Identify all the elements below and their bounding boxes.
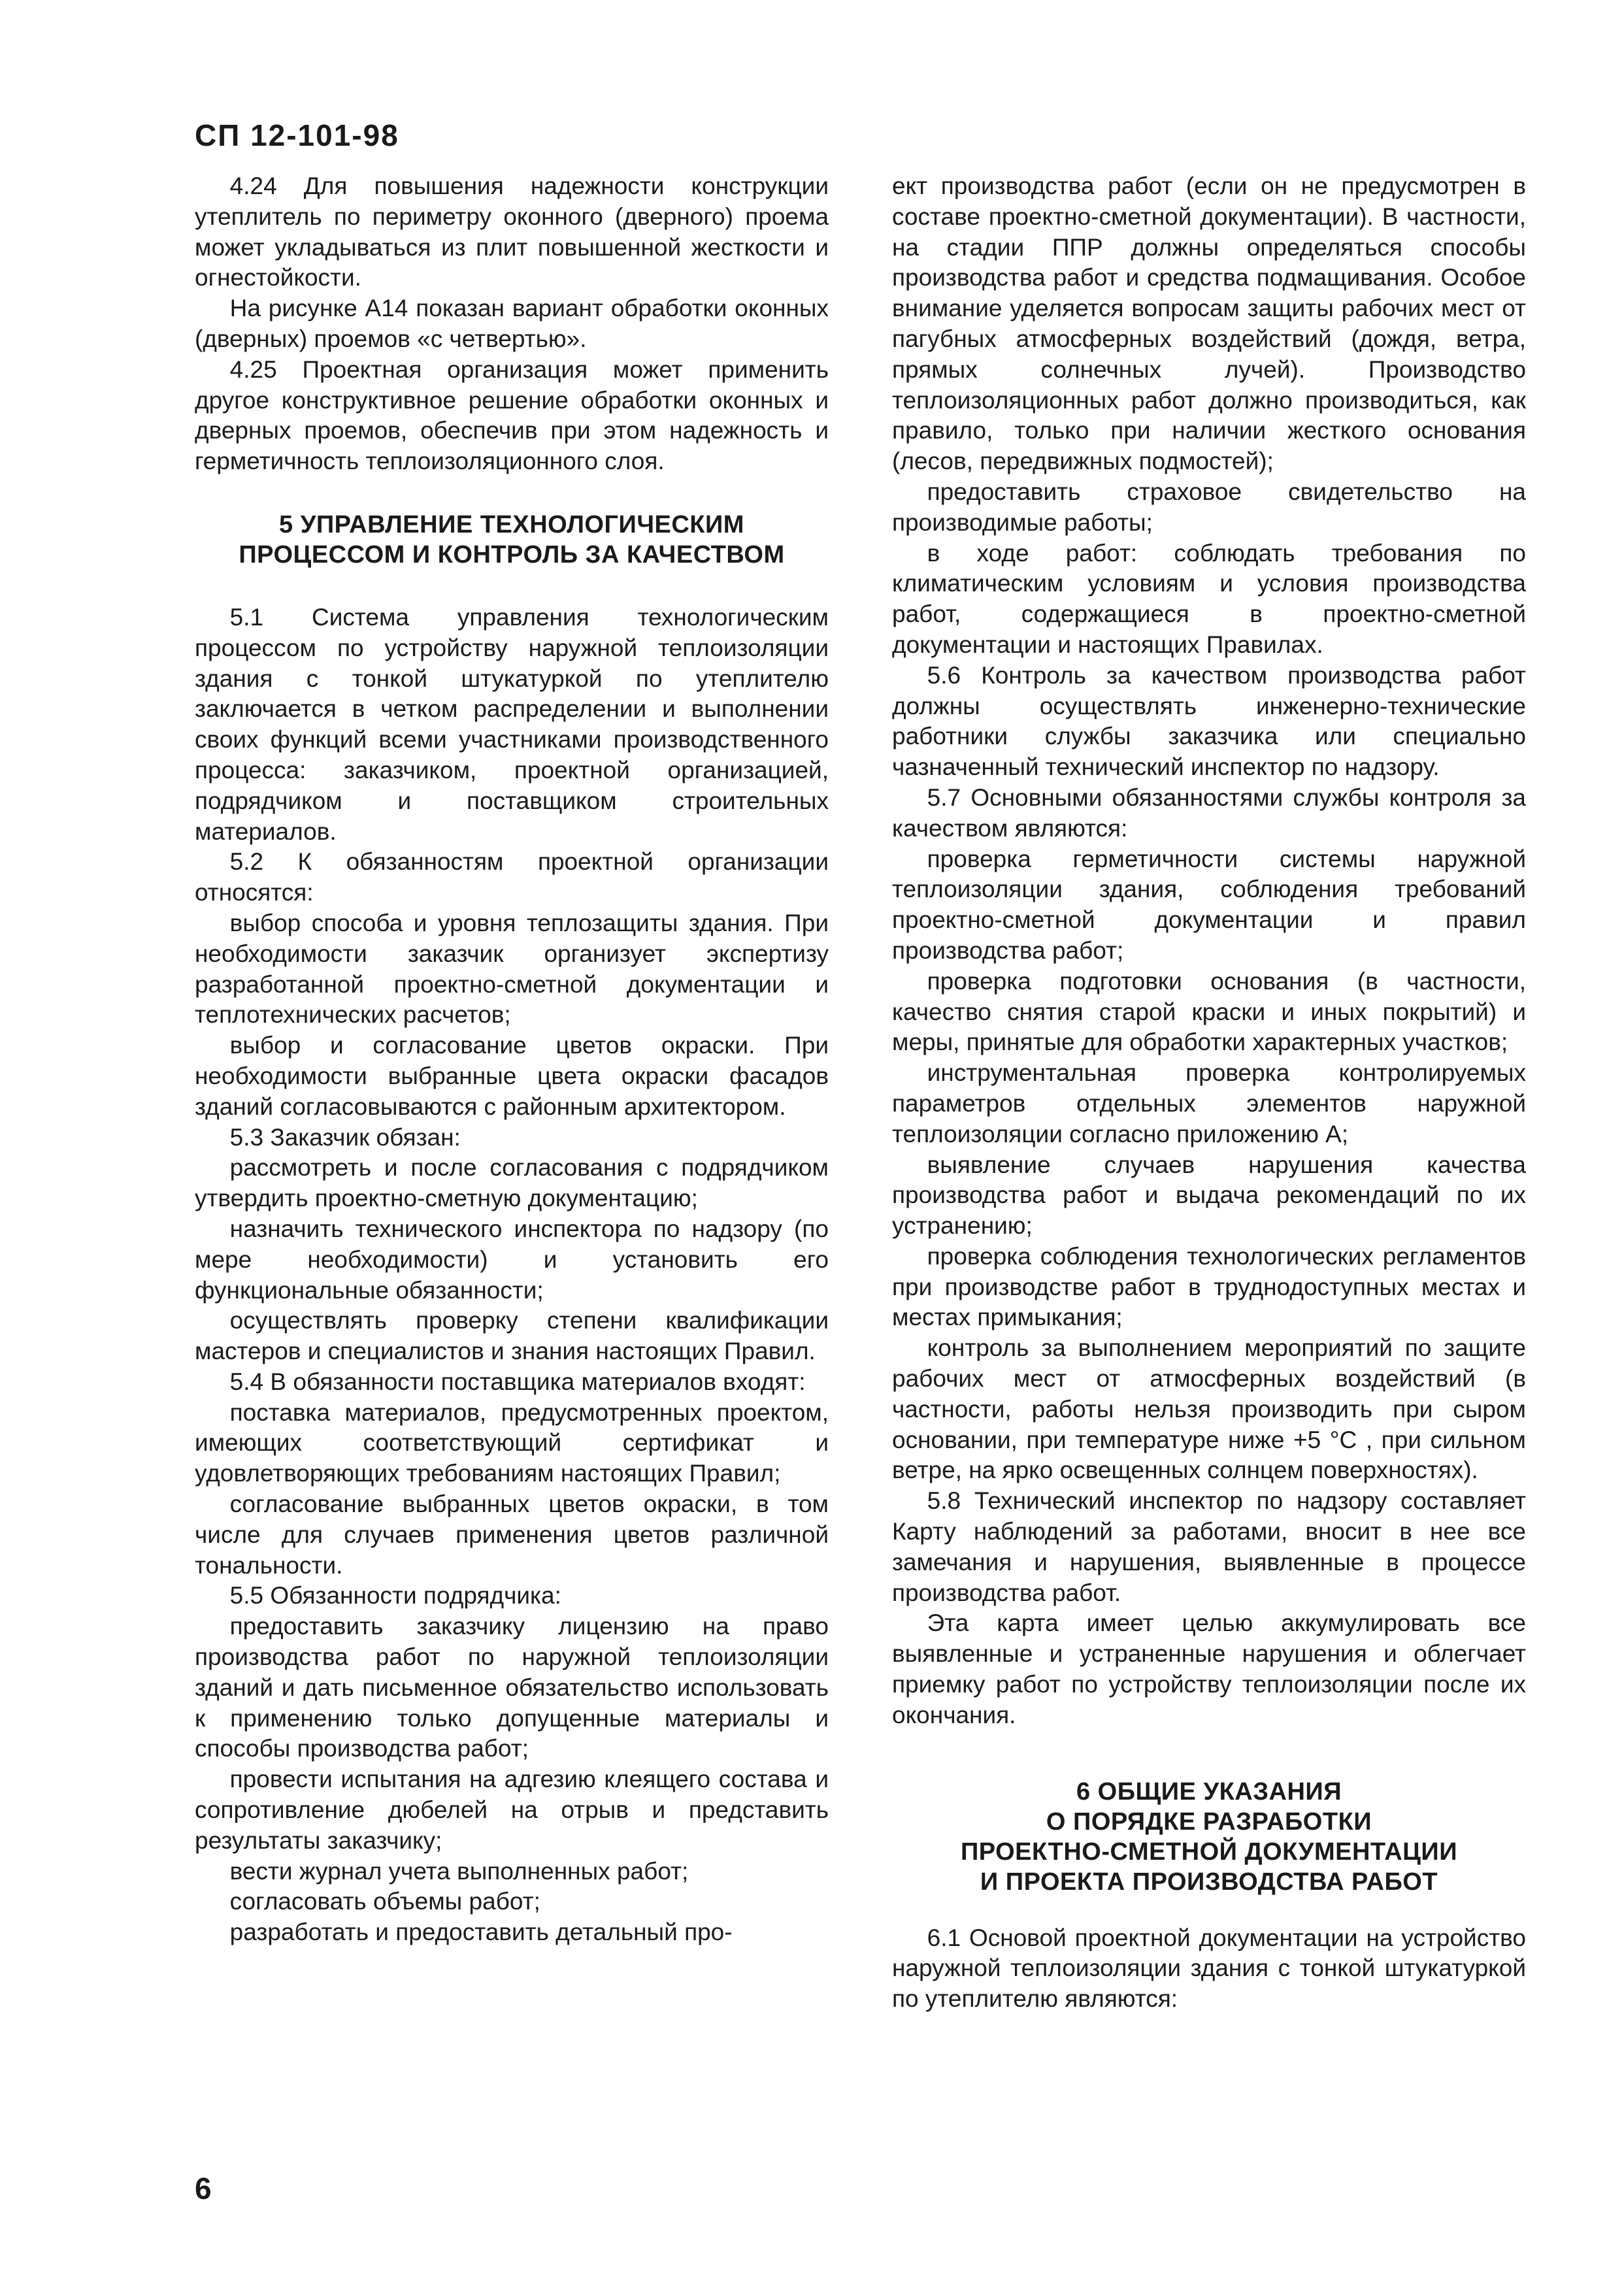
list-item: инструментальная проверка контролируемых параметров отдельных элементов наружной теплоизоляции согласно приложению А;: [892, 1059, 1526, 1147]
list-item: проверка герметичности системы наружной теплоизоляции здания, соблюдения требований проектно-сметной документации и правил производства работ;: [892, 845, 1526, 964]
list-item: контроль за выполнением мероприятий по защите рабочих мест от атмосферных воздействий (в частности, работы нельзя производить при сыром основании, при температуре ниже +5 °С , при сильном ветре, на ярко освещенных солнцем поверхностях).: [892, 1334, 1526, 1484]
list-item: вести журнал учета выполненных работ;: [229, 1857, 689, 1885]
list-item: выявление случаев нарушения качества производства работ и выдача рекомендаций по их устранению;: [892, 1151, 1526, 1240]
paragraph-5-5: 5.5 Обязанности подрядчика:: [229, 1582, 561, 1609]
paragraph-continued: ект производства работ (если он не предусмотрен в составе проектно-сметной документации). В частности, на стадии ППР должны определяться способы производства работ и средства подмащивания. Особое внимание уделяется вопросам защиты рабочих мест от пагубных атмосферных воздействий (дождя, ветра, прямых солнечных лучей). Производство теплоизоляционных работ должно производиться, как правило, только при наличии жесткого основания (лесов, передвижных подмостей);: [892, 173, 1526, 475]
paragraph-5-1: 5.1 Система управления технологическим процессом по устройству наружной теплоизоляции здания с тонкой штукатуркой по утеплителю заключается в четком распределении и выполнении своих функций всеми участниками производственного процесса: заказчиком, проектной организацией, подрядчиком и поставщиком строительных материалов.: [195, 603, 829, 845]
paragraph-5-8: 5.8 Технический инспектор по надзору составляет Карту наблюдений за работами, вносит в нее все замечания и нарушения, выявленные в процессе производства работ.: [892, 1487, 1526, 1606]
list-item: разработать и предоставить детальный про-: [229, 1919, 733, 1946]
list-item: назначить технического инспектора по надзору (по мере необходимости) и установить его функциональные обязанности;: [195, 1215, 829, 1304]
section-6-heading-line3: ПРОЕКТНО-СМЕТНОЙ ДОКУМЕНТАЦИИ: [960, 1838, 1458, 1866]
section-5-heading-line1: 5 УПРАВЛЕНИЕ ТЕХНОЛОГИЧЕСКИМ: [279, 510, 744, 538]
section-6-heading-line2: О ПОРЯДКЕ РАЗРАБОТКИ: [1046, 1807, 1372, 1836]
list-item: выбор способа и уровня теплозащиты здания. При необходимости заказчик организует экспертизу разработанной проектно-сметной документации и теплотехнических расчетов;: [195, 909, 829, 1029]
section-6-heading-line4: И ПРОЕКТА ПРОИЗВОДСТВА РАБОТ: [980, 1868, 1438, 1896]
section-5-heading-line2: ПРОЦЕССОМ И КОНТРОЛЬ ЗА КАЧЕСТВОМ: [239, 540, 785, 569]
section-6-heading: [892, 1777, 1526, 1897]
section-6-heading-line1: 6 ОБЩИЕ УКАЗАНИЯ: [1076, 1777, 1342, 1806]
paragraph-5-7: 5.7 Основными обязанностями службы контроля за качеством являются:: [892, 784, 1526, 842]
list-item: в ходе работ: соблюдать требования по климатическим условиям и условия производства работ, содержащиеся в проектно-сметной документации и настоящих Правилах.: [892, 539, 1526, 658]
list-item: проверка соблюдения технологических регламентов при производстве работ в труднодоступных местах и местах примыкания;: [892, 1242, 1526, 1331]
right-column: [892, 171, 1526, 2015]
list-item: поставка материалов, предусмотренных проектом, имеющих соответствующий сертификат и удовлетворяющих требованиям настоящих Правил;: [195, 1398, 829, 1487]
list-item: провести испытания на адгезию клеящего состава и сопротивление дюбелей на отрыв и представить результаты заказчику;: [195, 1766, 829, 1854]
paragraph-5-6: 5.6 Контроль за качеством производства работ должны осуществлять инженерно-технические работники службы заказчика или специально чазначенный технический инспектор по надзору.: [892, 661, 1526, 781]
page-number: 6: [195, 2171, 212, 2205]
list-item: осуществлять проверку степени квалификации мастеров и специалистов и знания настоящих Правил.: [195, 1307, 829, 1365]
section-5-heading: [195, 510, 829, 570]
list-item: проверка подготовки основания (в частности, качество снятия старой краски и иных покрытий) и меры, принятые для обработки характерных участков;: [892, 967, 1526, 1056]
paragraph-6-1: 6.1 Основой проектной документации на устройство наружной теплоизоляции здания с тонкой штукатуркой по утеплителю являются:: [892, 1924, 1526, 2013]
list-item: согласовать объемы работ;: [229, 1888, 540, 1915]
list-item: предоставить страховое свидетельство на производимые работы;: [892, 478, 1526, 536]
list-item: предоставить заказчику лицензию на право производства работ по наружной теплоизоляции зданий и дать письменное обязательство использовать к применению только допущенные материалы и способы производства работ;: [195, 1613, 829, 1762]
list-item: согласование выбранных цветов окраски, в том числе для случаев применения цветов различной тональности.: [195, 1491, 829, 1579]
paragraph-4-25: 4.25 Проектная организация может применить другое конструктивное решение обработки оконных и дверных проемов, обеспечив при этом надежность и герметичность теплоизоляционного слоя.: [195, 355, 829, 475]
paragraph-figure-a14: На рисунке А14 показан вариант обработки оконных (дверных) проемов «с четвертью».: [195, 295, 829, 352]
document-code: СП 12-101-98: [195, 118, 399, 152]
paragraph-4-24: 4.24 Для повышения надежности конструкции утеплитель по периметру оконного (дверного) проема может укладываться из плит повышенной жесткости и огнестойкости.: [195, 173, 829, 291]
left-column: [195, 171, 829, 1948]
paragraph-5-4: 5.4 В обязанности поставщика материалов входят:: [229, 1368, 806, 1395]
list-item: выбор и согласование цветов окраски. При необходимости выбранные цвета окраски фасадов зданий согласовываются с районным архитектором.: [195, 1032, 829, 1120]
paragraph-5-3: 5.3 Заказчик обязан:: [229, 1123, 461, 1151]
paragraph-map-purpose: Эта карта имеет целью аккумулировать все выявленные и устраненные нарушения и облегчает приемку работ по устройству теплоизоляции после их окончания.: [892, 1609, 1526, 1728]
list-item: рассмотреть и после согласования с подрядчиком утвердить проектно-сметную документацию;: [195, 1154, 829, 1212]
paragraph-5-2: 5.2 К обязанностям проектной организации относятся:: [195, 848, 829, 906]
